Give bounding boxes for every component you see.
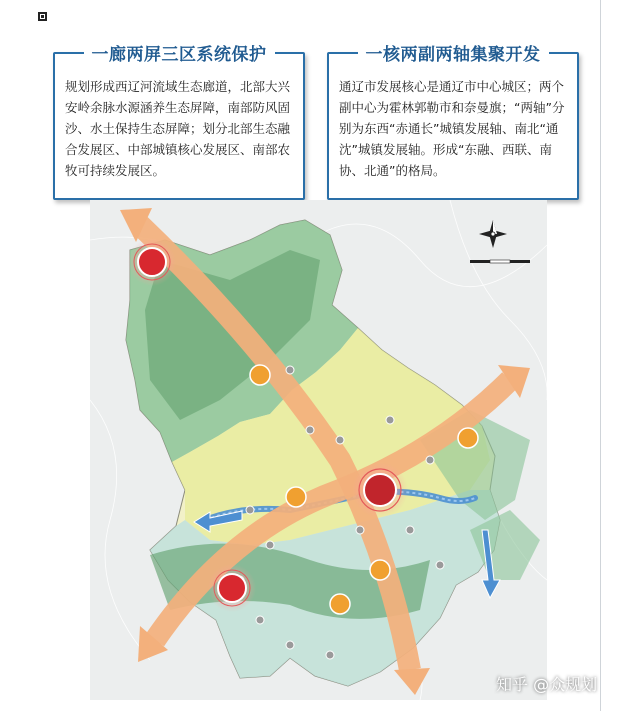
heading (38, 12, 57, 21)
core-tongliao-center (352, 462, 408, 518)
development-panel-title: 一核两副两轴集聚开发 (358, 45, 549, 65)
ecology-panel-title: 一廊两屏三区系统保护 (84, 45, 275, 65)
development-panel (327, 45, 579, 200)
scale-bar-icon (470, 260, 530, 263)
ecology-panel-body: 规划形成西辽河流域生态廊道，北部大兴安岭余脉水源涵养生态屏障，南部防风固沙、水土保持生态屏障；划分北部生态融合发展区、中部城镇核心发展区、南部农牧可持续发展区。 (65, 79, 291, 178)
development-panel-body: 通辽市发展核心是通辽市中心城区；两个副中心为霍林郭勒市和奈曼旗；“两轴”分别为东西“赤通长”城镇发展轴、南北“通沈”城镇发展轴。形成“东融、西联、南协、北通”的格局。 (339, 79, 565, 178)
page-divider (600, 0, 601, 711)
bullet-square-icon (38, 12, 47, 21)
spatial-pattern-map (90, 200, 547, 700)
subcenter-naiman (208, 564, 256, 612)
ecology-panel (53, 45, 305, 200)
subcenter-huolinguole (128, 238, 176, 286)
watermark: 知乎 @众规划 (496, 675, 598, 694)
